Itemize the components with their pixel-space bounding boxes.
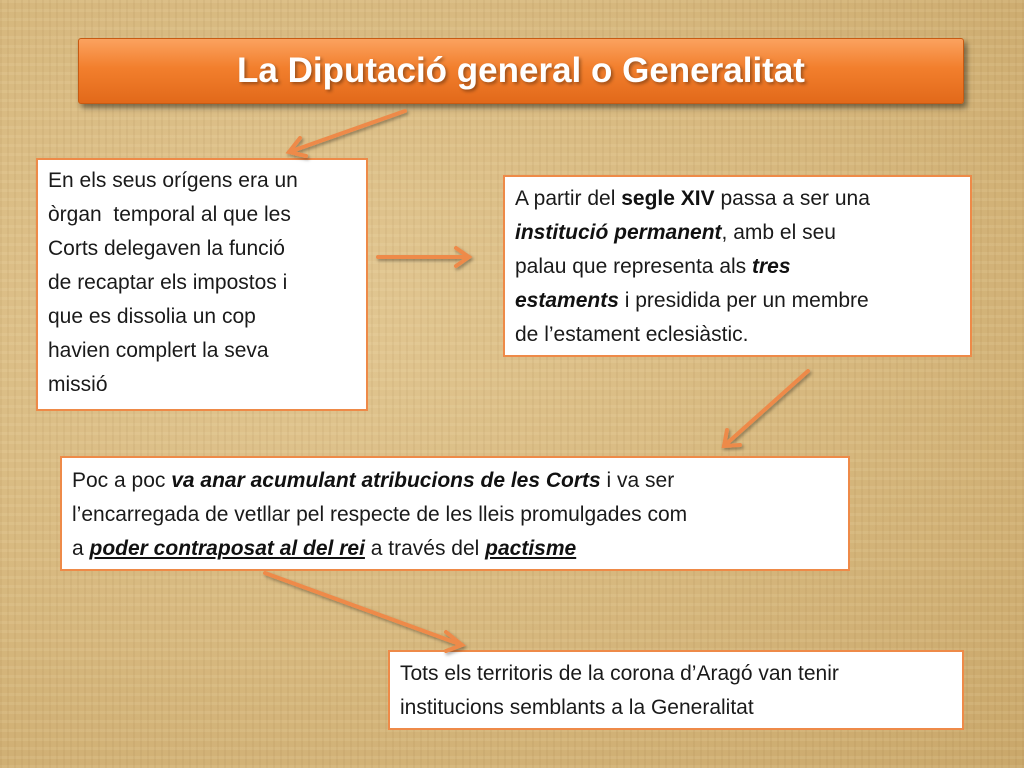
text-span: , amb el seu bbox=[721, 221, 836, 244]
territories-box bbox=[388, 650, 964, 730]
permanent-line-4 bbox=[515, 284, 960, 318]
powers-box bbox=[60, 456, 850, 571]
bold-italic-estaments: estaments bbox=[515, 289, 619, 312]
powers-line-2: l’encarregada de vetllar pel respecte de les lleis promulgades com bbox=[72, 503, 688, 526]
permanent-line-1 bbox=[515, 182, 960, 216]
text-span: a bbox=[72, 537, 90, 560]
arrow-permanent-to-powers bbox=[724, 371, 808, 446]
bold-italic-permanent: institució permanent bbox=[515, 221, 722, 244]
powers-line-3 bbox=[72, 532, 838, 566]
arrow-title-to-origins bbox=[289, 111, 405, 156]
origins-line: òrgan temporal al que les bbox=[48, 203, 291, 226]
bold-italic-pactisme: pactisme bbox=[485, 537, 577, 560]
permanent-line-5: de l’estament eclesiàstic. bbox=[515, 323, 749, 346]
permanent-line-2 bbox=[515, 216, 960, 250]
arrow-powers-to-territories bbox=[265, 573, 462, 651]
origins-line: missió bbox=[48, 373, 108, 396]
bold-century: segle XIV bbox=[621, 187, 715, 210]
text-span: i presidida per un membre bbox=[618, 289, 869, 312]
text-span: a través del bbox=[364, 537, 486, 560]
text-span: A partir del bbox=[515, 187, 622, 210]
bold-italic-tres: tres bbox=[752, 255, 791, 278]
bold-italic-atribucions: va anar acumulant atribucions de les Corts bbox=[171, 469, 601, 492]
origins-line: En els seus orígens era un bbox=[48, 169, 298, 192]
bold-italic-poder: poder contraposat al del rei bbox=[89, 537, 365, 560]
text-span: passa a ser una bbox=[714, 187, 870, 210]
territories-line: Tots els territoris de la corona d’Aragó van tenir bbox=[400, 662, 839, 685]
permanent-line-3 bbox=[515, 250, 960, 284]
origins-line: de recaptar els impostos i bbox=[48, 271, 288, 294]
origins-line: que es dissolia un cop bbox=[48, 305, 256, 328]
title-banner bbox=[78, 38, 964, 104]
text-span: Poc a poc bbox=[72, 469, 172, 492]
permanent-institution-box bbox=[503, 175, 972, 357]
territories-line: institucions semblants a la Generalitat bbox=[400, 696, 754, 719]
text-span: palau que representa als bbox=[515, 255, 752, 278]
page-title: La Diputació general o Generalitat bbox=[237, 51, 805, 90]
origins-line: Corts delegaven la funció bbox=[48, 237, 285, 260]
origins-line: havien complert la seva bbox=[48, 339, 269, 362]
origins-box bbox=[36, 158, 368, 411]
powers-line-1 bbox=[72, 464, 838, 498]
text-span: i va ser bbox=[600, 469, 675, 492]
arrow-origins-to-permanent bbox=[378, 248, 469, 266]
